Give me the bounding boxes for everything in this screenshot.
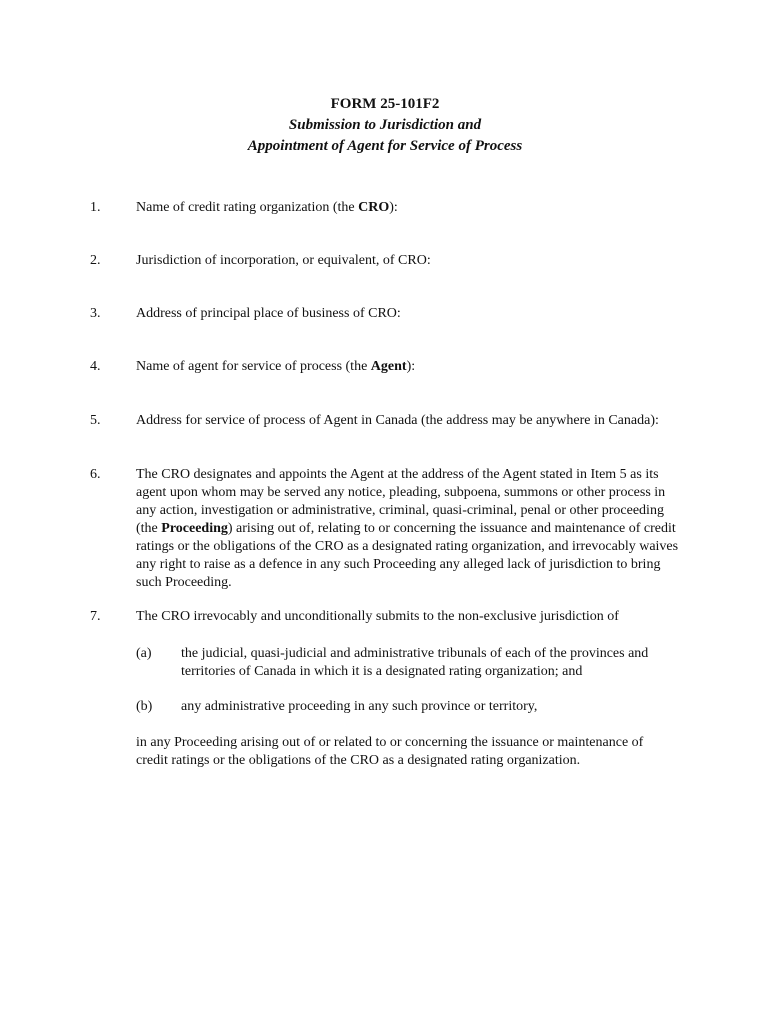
item-text: Name of agent for service of process (the Agent): [136,359,416,374]
item-text: Address of principal place of business of CRO: [136,306,401,321]
item-text: Name of credit rating organization (the CRO): [136,200,398,215]
item-number: 4. [90,359,101,374]
sub-item-text: the judicial, quasi-judicial and administrative tribunals of each of the provinces and territories of Canada in which it is a designated rating organization; and [181,646,649,679]
item-text: The CRO designates and appoints the Agent at the address of the Agent stated in Item 5 as its agent upon whom may be served any notice, pleading, subpoena, summons or other process in any action, investigation or administrative, criminal, quasi-criminal, penal or other proceeding (the Proceeding) arising out of, relating to or concerning the issuance and maintenance of credit ratings or the obligations of the CRO as a designated rating organization, and irrevocably waives any right to raise as a defence in any such Proceeding any alleged lack of jurisdiction to bring such Proceeding. [136,467,679,590]
closing-paragraph: in any Proceeding arising out of or related to or concerning the issuance or maintenance of credit ratings or the obligations of the CRO as a designated rating organization. [136,735,644,768]
sub-item-label: (a) [136,646,152,661]
item-number: 5. [90,413,101,428]
item-number: 1. [90,200,101,215]
item-number: 2. [90,253,101,268]
form-number: FORM 25-101F2 [330,96,440,112]
form-subtitle-line1: Submission to Jurisdiction and [288,117,482,133]
item-text: Address for service of process of Agent in Canada (the address may be anywhere in Canada): [136,413,659,428]
form-subtitle-line2: Appointment of Agent for Service of Process [247,138,523,154]
form-header [0,94,770,157]
item-text: The CRO irrevocably and unconditionally submits to the non-exclusive jurisdiction of [136,609,619,624]
item-number: 3. [90,306,101,321]
item-text: Jurisdiction of incorporation, or equivalent, of CRO: [136,253,431,268]
item-number: 6. [90,467,101,482]
sub-item-label: (b) [136,699,153,714]
sub-item-text: any administrative proceeding in any such province or territory, [181,699,538,714]
item-number: 7. [90,609,101,624]
